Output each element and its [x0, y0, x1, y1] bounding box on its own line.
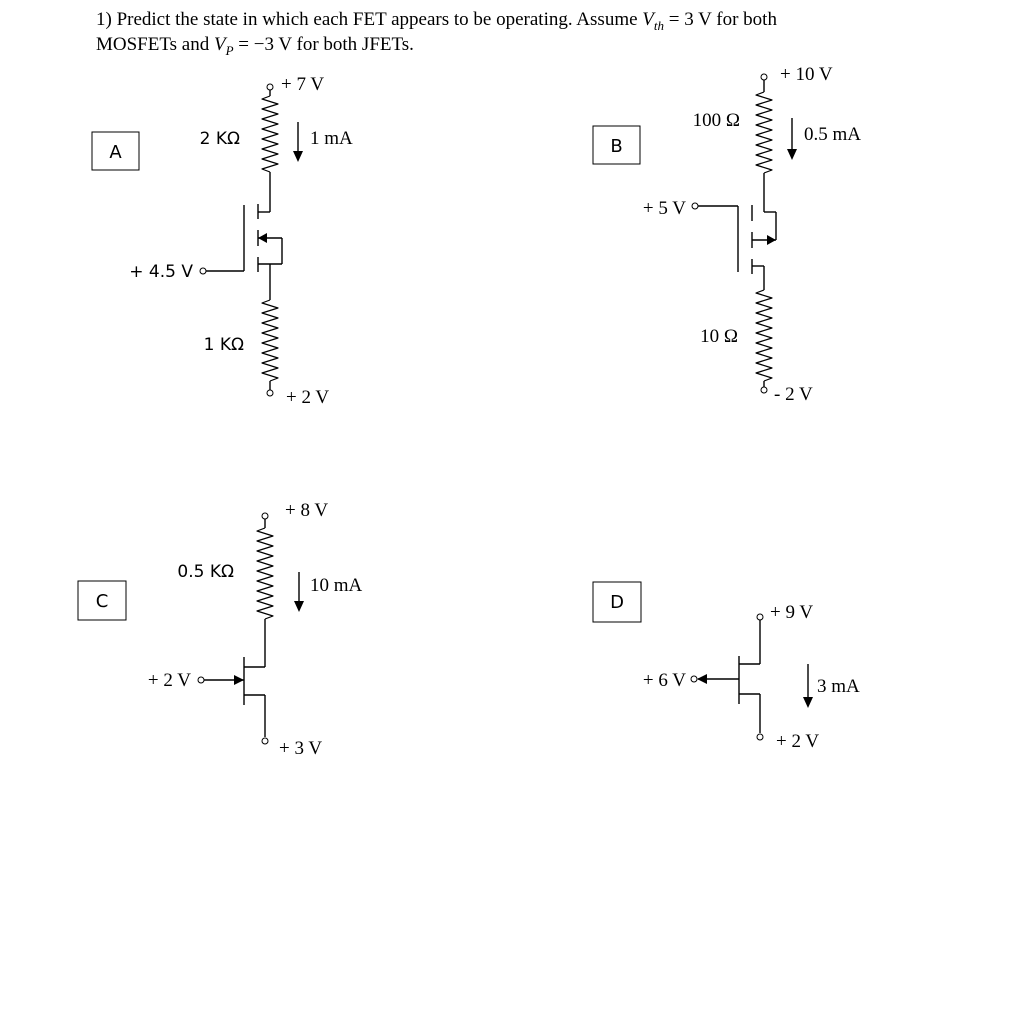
vth-subscript: th — [653, 17, 665, 33]
circuit-b-supply-bottom: - 2 V — [774, 384, 813, 405]
circuit-a-gate-terminal — [200, 268, 206, 274]
circuit-b-current-label: 0.5 mA — [804, 124, 861, 145]
circuit-c-supply-top: + 8 V — [285, 500, 329, 521]
circuit-a-resistor-top-label: 2 KΩ — [199, 129, 240, 149]
circuit-c-jfet — [204, 619, 265, 737]
circuit-d-current-arrow-head — [803, 697, 813, 708]
circuit-b-top-terminal — [761, 74, 767, 80]
circuit-d-current-label: 3 mA — [817, 676, 860, 697]
circuit-b-mosfet — [698, 173, 776, 290]
circuit-d-top-terminal — [757, 614, 763, 620]
circuit-a — [92, 74, 353, 408]
circuit-c-bottom-terminal — [262, 738, 268, 744]
circuit-b-supply-top: + 10 V — [780, 64, 833, 85]
question-part1: 1) Predict the state in which each FET appears to be operating. Assume — [96, 9, 643, 30]
circuit-b-bottom-terminal — [761, 387, 767, 393]
circuit-c-resistor-label: 0.5 KΩ — [177, 562, 234, 582]
circuit-c-top-terminal — [262, 513, 268, 519]
circuit-c-current-label: 10 mA — [310, 575, 363, 596]
circuit-d-supply-top: + 9 V — [770, 602, 814, 623]
circuit-c-gate-terminal — [198, 677, 204, 683]
vp-subscript: P — [225, 42, 234, 58]
circuit-a-gate-voltage: + 4.5 V — [129, 262, 193, 282]
vp-symbol: V — [213, 34, 226, 55]
circuit-b-resistor-top — [756, 92, 772, 173]
circuit-c-gate-voltage: + 2 V — [147, 670, 191, 691]
circuit-a-resistor-bottom — [262, 300, 278, 381]
question-part2: = 3 V for both — [664, 9, 777, 30]
circuit-a-bottom-terminal — [267, 390, 273, 396]
circuit-c — [78, 500, 363, 759]
circuit-a-label: A — [109, 142, 122, 163]
circuit-c-label: C — [95, 591, 109, 612]
circuit-b-label: B — [610, 136, 623, 157]
circuit-c-resistor — [257, 528, 273, 619]
circuit-a-top-terminal — [267, 84, 273, 90]
circuit-d-label: D — [610, 592, 624, 613]
circuit-b-current-arrow-head — [787, 149, 797, 160]
circuit-b-gate-terminal — [692, 203, 698, 209]
circuit-b — [593, 64, 861, 405]
circuit-a-supply-bottom: + 2 V — [286, 387, 330, 408]
circuit-b-gate-voltage: + 5 V — [642, 198, 686, 219]
question-part3: MOSFETs and — [96, 34, 214, 55]
question-part4: = −3 V for both JFETs. — [233, 34, 414, 55]
circuit-a-current-arrow-head — [293, 151, 303, 162]
circuit-a-current-label: 1 mA — [310, 128, 353, 149]
circuit-d — [593, 582, 860, 752]
circuit-b-resistor-bottom — [756, 290, 772, 381]
vth-symbol: V — [642, 9, 654, 30]
circuit-d-gate-voltage: + 6 V — [642, 670, 686, 691]
circuit-a-resistor-bottom-label: 1 KΩ — [203, 335, 244, 355]
circuit-d-jfet — [697, 620, 760, 733]
circuit-c-supply-bottom: + 3 V — [279, 738, 323, 759]
circuit-d-gate-terminal — [691, 676, 697, 682]
circuit-a-mosfet — [205, 172, 282, 300]
circuit-b-resistor-top-label: 100 Ω — [692, 110, 740, 131]
circuit-c-current-arrow-head — [294, 601, 304, 612]
circuit-a-resistor-top — [262, 96, 278, 172]
circuit-a-supply-top: + 7 V — [281, 74, 325, 95]
circuit-d-supply-bottom: + 2 V — [776, 731, 820, 752]
circuit-b-resistor-bottom-label: 10 Ω — [700, 326, 738, 347]
circuit-d-bottom-terminal — [757, 734, 763, 740]
